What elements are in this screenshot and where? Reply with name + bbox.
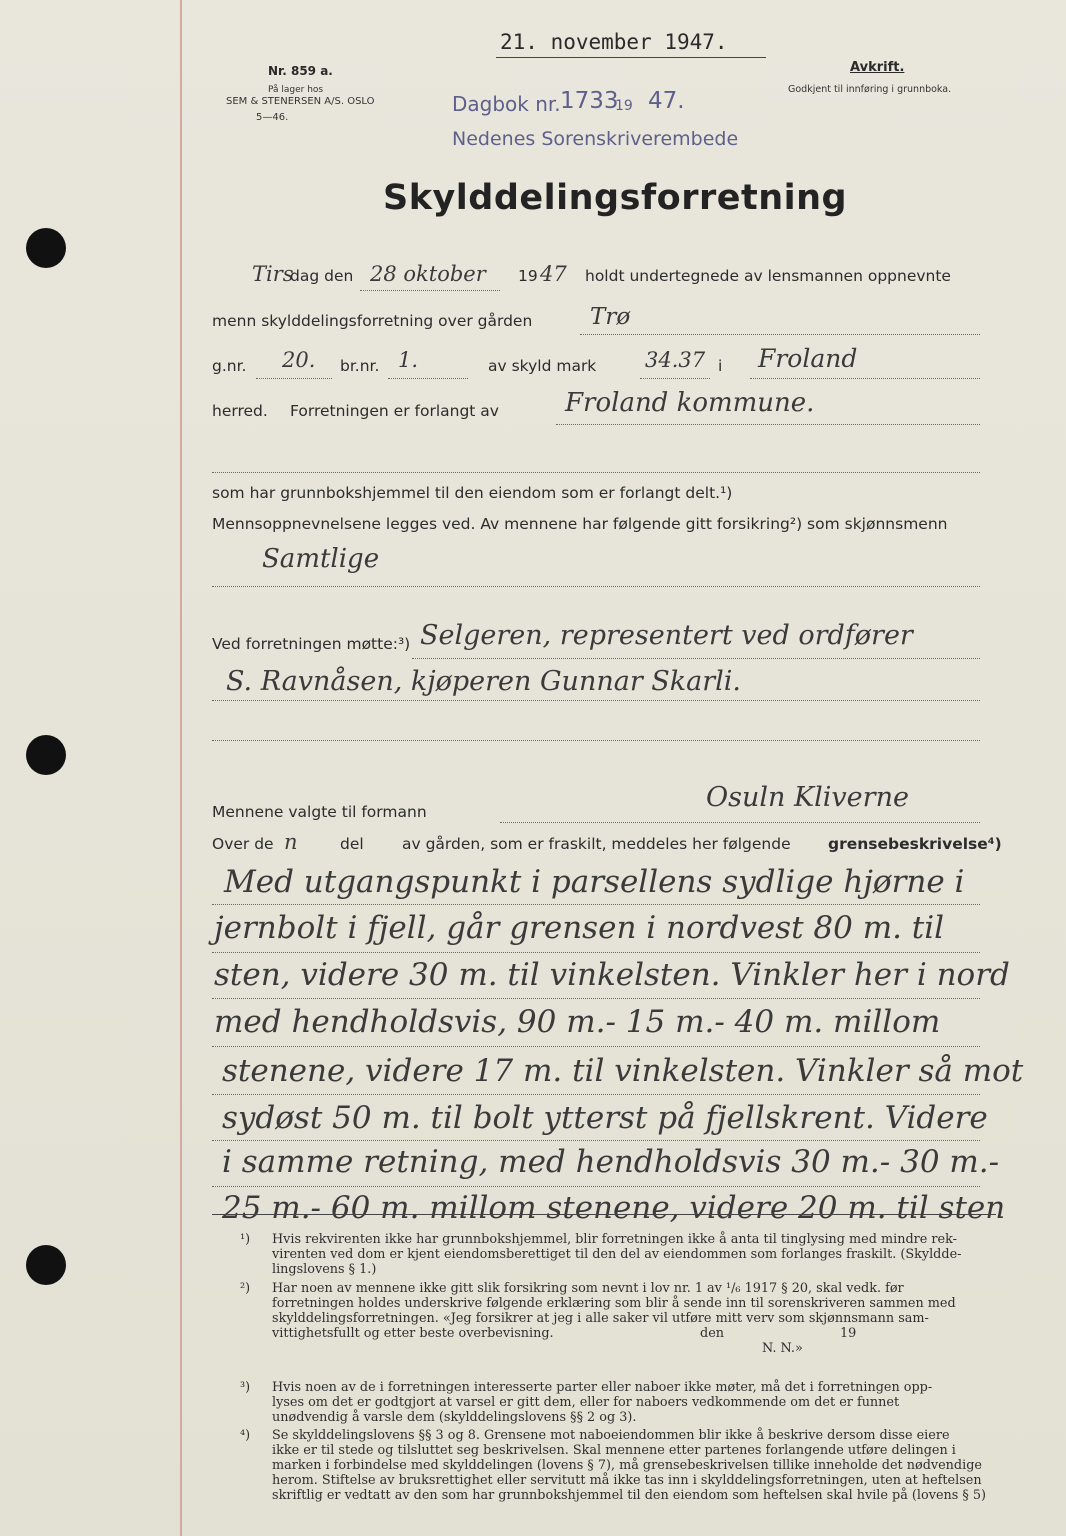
year-hand: 47 bbox=[540, 262, 567, 286]
oppnevnelse-text: Mennsoppnevnelsene legges ved. Av mennene har følgende gitt forsikring²) som skjønnsmenn bbox=[212, 515, 948, 533]
hjemmel-text: som har grunnbokshjemmel til den eiendom som er forlangt delt.¹) bbox=[212, 484, 733, 502]
margin-rule bbox=[180, 0, 182, 1536]
description-line-6: sydøst 50 m. til bolt ytterst på fjellskrent. Videre bbox=[222, 1100, 988, 1136]
footnote-2-line-4a: vittighetsfullt og etter beste overbevisning. bbox=[272, 1326, 554, 1341]
desc-dotline-6 bbox=[212, 1140, 980, 1141]
footnote-4 bbox=[240, 1428, 994, 1503]
desc-dotline-3 bbox=[212, 998, 980, 999]
footnote-3 bbox=[240, 1380, 994, 1425]
description-line-2: jernbolt i fjell, går grensen i nordvest 80 m. til bbox=[214, 910, 945, 946]
dagbok-year: 47. bbox=[648, 88, 685, 114]
document-title: Skylddelingsforretning bbox=[383, 178, 848, 218]
motte-dotline-2 bbox=[212, 700, 980, 701]
gnr-dotline bbox=[256, 378, 332, 379]
brnr-value: 1. bbox=[398, 348, 419, 372]
desc-dotline-1 bbox=[212, 904, 980, 905]
herred-name: Froland bbox=[758, 344, 858, 373]
desc-dotline-7 bbox=[212, 1186, 980, 1187]
footnote-4-line-2: ikke er til stede og tilsluttet seg beskrivelsen. Skal mennene etter partenes forlangende utføre delingen i bbox=[272, 1443, 956, 1458]
over-label-3: av gården, som er fraskilt, meddeles her følgende bbox=[402, 835, 791, 853]
footnote-3-line-1: Hvis noen av de i forretningen interesserte parter eller naboer ikke møter, må det i forretningen opp- bbox=[272, 1380, 933, 1395]
date-dotline bbox=[360, 290, 500, 291]
footnote-3-line-2: lyses om det er godtgjort at varsel er gitt dem, eller for naboers vedkommende om det er funnet bbox=[272, 1395, 900, 1410]
description-line-4: med hendholdsvis, 90 m.- 15 m.- 40 m. millom bbox=[214, 1004, 941, 1040]
footnote-1-line-2: virenten ved dom er kjent eiendomsberettiget til den del av eiendommen som forlanges fraskilt. (Skyldde- bbox=[272, 1247, 962, 1262]
date-hand: 28 oktober bbox=[370, 262, 486, 286]
desc-dotline-5 bbox=[212, 1094, 980, 1095]
date-underline bbox=[496, 57, 766, 58]
footnote-1-line-3: lingslovens § 1.) bbox=[272, 1262, 377, 1277]
dag-den-label: dag den bbox=[290, 267, 354, 285]
herred-dotline bbox=[750, 378, 980, 379]
i-label: i bbox=[718, 357, 723, 375]
dagbok-number: 1733 bbox=[560, 88, 619, 114]
line2-text: menn skylddelingsforretning over gården bbox=[212, 312, 533, 330]
brnr-label: br.nr. bbox=[340, 357, 380, 375]
footnote-1 bbox=[240, 1232, 994, 1277]
footnote-2 bbox=[240, 1281, 994, 1356]
footnote-2-line-2: forretningen holdes underskrive følgende erklæring som blir å sende inn til sorenskriveren sammen med bbox=[272, 1296, 956, 1311]
farm-name: Trø bbox=[590, 304, 631, 330]
footnote-2-marker: ²) bbox=[240, 1281, 251, 1296]
footnote-4-marker: ⁴) bbox=[240, 1428, 251, 1443]
form-number: Nr. 859 a. bbox=[268, 64, 333, 78]
desc-dotline-4 bbox=[212, 1046, 980, 1047]
footnote-2-den: den bbox=[700, 1326, 725, 1341]
footnote-rule bbox=[212, 1214, 996, 1215]
desc-dotline-2 bbox=[212, 952, 980, 953]
year-prefix: 19 bbox=[518, 267, 538, 285]
formann-dotline bbox=[500, 822, 980, 823]
forlangt-value: Froland kommune. bbox=[565, 388, 815, 418]
skyld-dotline bbox=[640, 378, 710, 379]
skyld-value: 34.37 bbox=[645, 348, 706, 372]
footnote-2-line-4 bbox=[272, 1326, 994, 1341]
office-stamp: Nedenes Sorenskriverembede bbox=[452, 128, 739, 150]
over-n-hand: n bbox=[284, 830, 298, 854]
punch-hole-bottom bbox=[26, 1245, 66, 1285]
gnr-label: g.nr. bbox=[212, 357, 247, 375]
herred-label: herred. bbox=[212, 402, 268, 420]
document-date: 21. november 1947. bbox=[500, 30, 728, 54]
brnr-dotline bbox=[388, 378, 468, 379]
description-line-3: sten, videre 30 m. til vinkelsten. Vinkler her i nord bbox=[214, 957, 1010, 993]
publisher-line-2: SEM & STENERSEN A/S. OSLO bbox=[226, 96, 375, 107]
godkjent-note: Godkjent til innføring i grunnboka. bbox=[788, 84, 952, 95]
publisher-line-3: 5—46. bbox=[256, 112, 289, 123]
footnote-1-marker: ¹) bbox=[240, 1232, 251, 1247]
punch-hole-middle bbox=[26, 735, 66, 775]
motte-line-2: S. Ravnåsen, kjøperen Gunnar Skarli. bbox=[226, 666, 742, 697]
description-line-7: i samme retning, med hendholdsvis 30 m.- 30 m.- bbox=[222, 1144, 1000, 1180]
footnote-2-19: 19 bbox=[840, 1326, 857, 1341]
avskrift-label: Avkrift. bbox=[850, 60, 905, 75]
blank-dotline-1 bbox=[212, 472, 980, 473]
forlangt-dotline bbox=[556, 424, 980, 425]
weekday-hand: Tirs bbox=[252, 262, 294, 286]
formann-value: Osuln Kliverne bbox=[706, 782, 909, 813]
motte-label: Ved forretningen møtte:³) bbox=[212, 635, 411, 653]
blank-dotline-2 bbox=[212, 740, 980, 741]
skyld-label: av skyld mark bbox=[488, 357, 597, 375]
line1-tail: holdt undertegnede av lensmannen oppnevnte bbox=[585, 267, 951, 285]
forlangt-label: Forretningen er forlangt av bbox=[290, 402, 499, 420]
footnote-1-line-1: Hvis rekvirenten ikke har grunnbokshjemmel, blir forretningen ikke å anta til tinglysing med mindre rek- bbox=[272, 1232, 957, 1247]
motte-dotline-1 bbox=[412, 658, 980, 659]
motte-line-1: Selgeren, representert ved ordfører bbox=[420, 620, 913, 651]
punch-hole-top bbox=[26, 228, 66, 268]
grense-label: grensebeskrivelse⁴) bbox=[828, 835, 1002, 853]
footnote-4-line-1: Se skylddelingslovens §§ 3 og 8. Grensene mot naboeiendommen blir ikke å beskrive dersom disse eiere bbox=[272, 1428, 950, 1443]
over-label-2: del bbox=[340, 835, 364, 853]
farm-dotline bbox=[580, 334, 980, 335]
footnote-2-line-1: Har noen av mennene ikke gitt slik forsikring som nevnt i lov nr. 1 av ¹/₆ 1917 § 20, skal vedk. før bbox=[272, 1281, 904, 1296]
footnote-3-marker: ³) bbox=[240, 1380, 251, 1395]
footnote-3-line-3: unødvendig å varsle dem (skylddelingslovens §§ 2 og 3). bbox=[272, 1410, 637, 1425]
gnr-value: 20. bbox=[282, 348, 316, 372]
description-line-5: stenene, videre 17 m. til vinkelsten. Vinkler så mot bbox=[222, 1053, 1024, 1089]
formann-label: Mennene valgte til formann bbox=[212, 803, 427, 821]
footnote-4-line-5: skriftlig er vedtatt av den som har grunnbokshjemmel til den eiendom som heftelsen skal hvile på (lovens § 5) bbox=[272, 1488, 987, 1503]
footnote-2-nn: N. N.» bbox=[762, 1341, 803, 1356]
dagbok-19: 19 bbox=[615, 98, 633, 114]
forsikring-value: Samtlige bbox=[262, 544, 380, 574]
footnote-4-line-4: herom. Stiftelse av bruksrettighet eller servitutt må ikke tas inn i skylddelingsforretningen, uten at heftelsen bbox=[272, 1473, 982, 1488]
footnote-4-line-3: marken i forbindelse med skylddelingen (lovens § 7), må grensebeskrivelsen tillike inneholde det nødvendige bbox=[272, 1458, 982, 1473]
footnote-2-line-5 bbox=[272, 1341, 994, 1356]
forsikring-dotline bbox=[212, 586, 980, 587]
description-line-8: 25 m.- 60 m. millom stenene, videre 20 m. til sten bbox=[222, 1190, 1006, 1226]
publisher-line-1: På lager hos bbox=[268, 85, 324, 95]
over-label-1: Over de bbox=[212, 835, 274, 853]
footnote-2-line-3: skylddelingsforretningen. «Jeg forsikrer at jeg i alle saker vil utføre mitt verv som skjønnsmann sam- bbox=[272, 1311, 929, 1326]
dagbok-label: Dagbok nr. bbox=[452, 92, 561, 116]
description-line-1: Med utgangspunkt i parsellens sydlige hjørne i bbox=[224, 864, 965, 900]
